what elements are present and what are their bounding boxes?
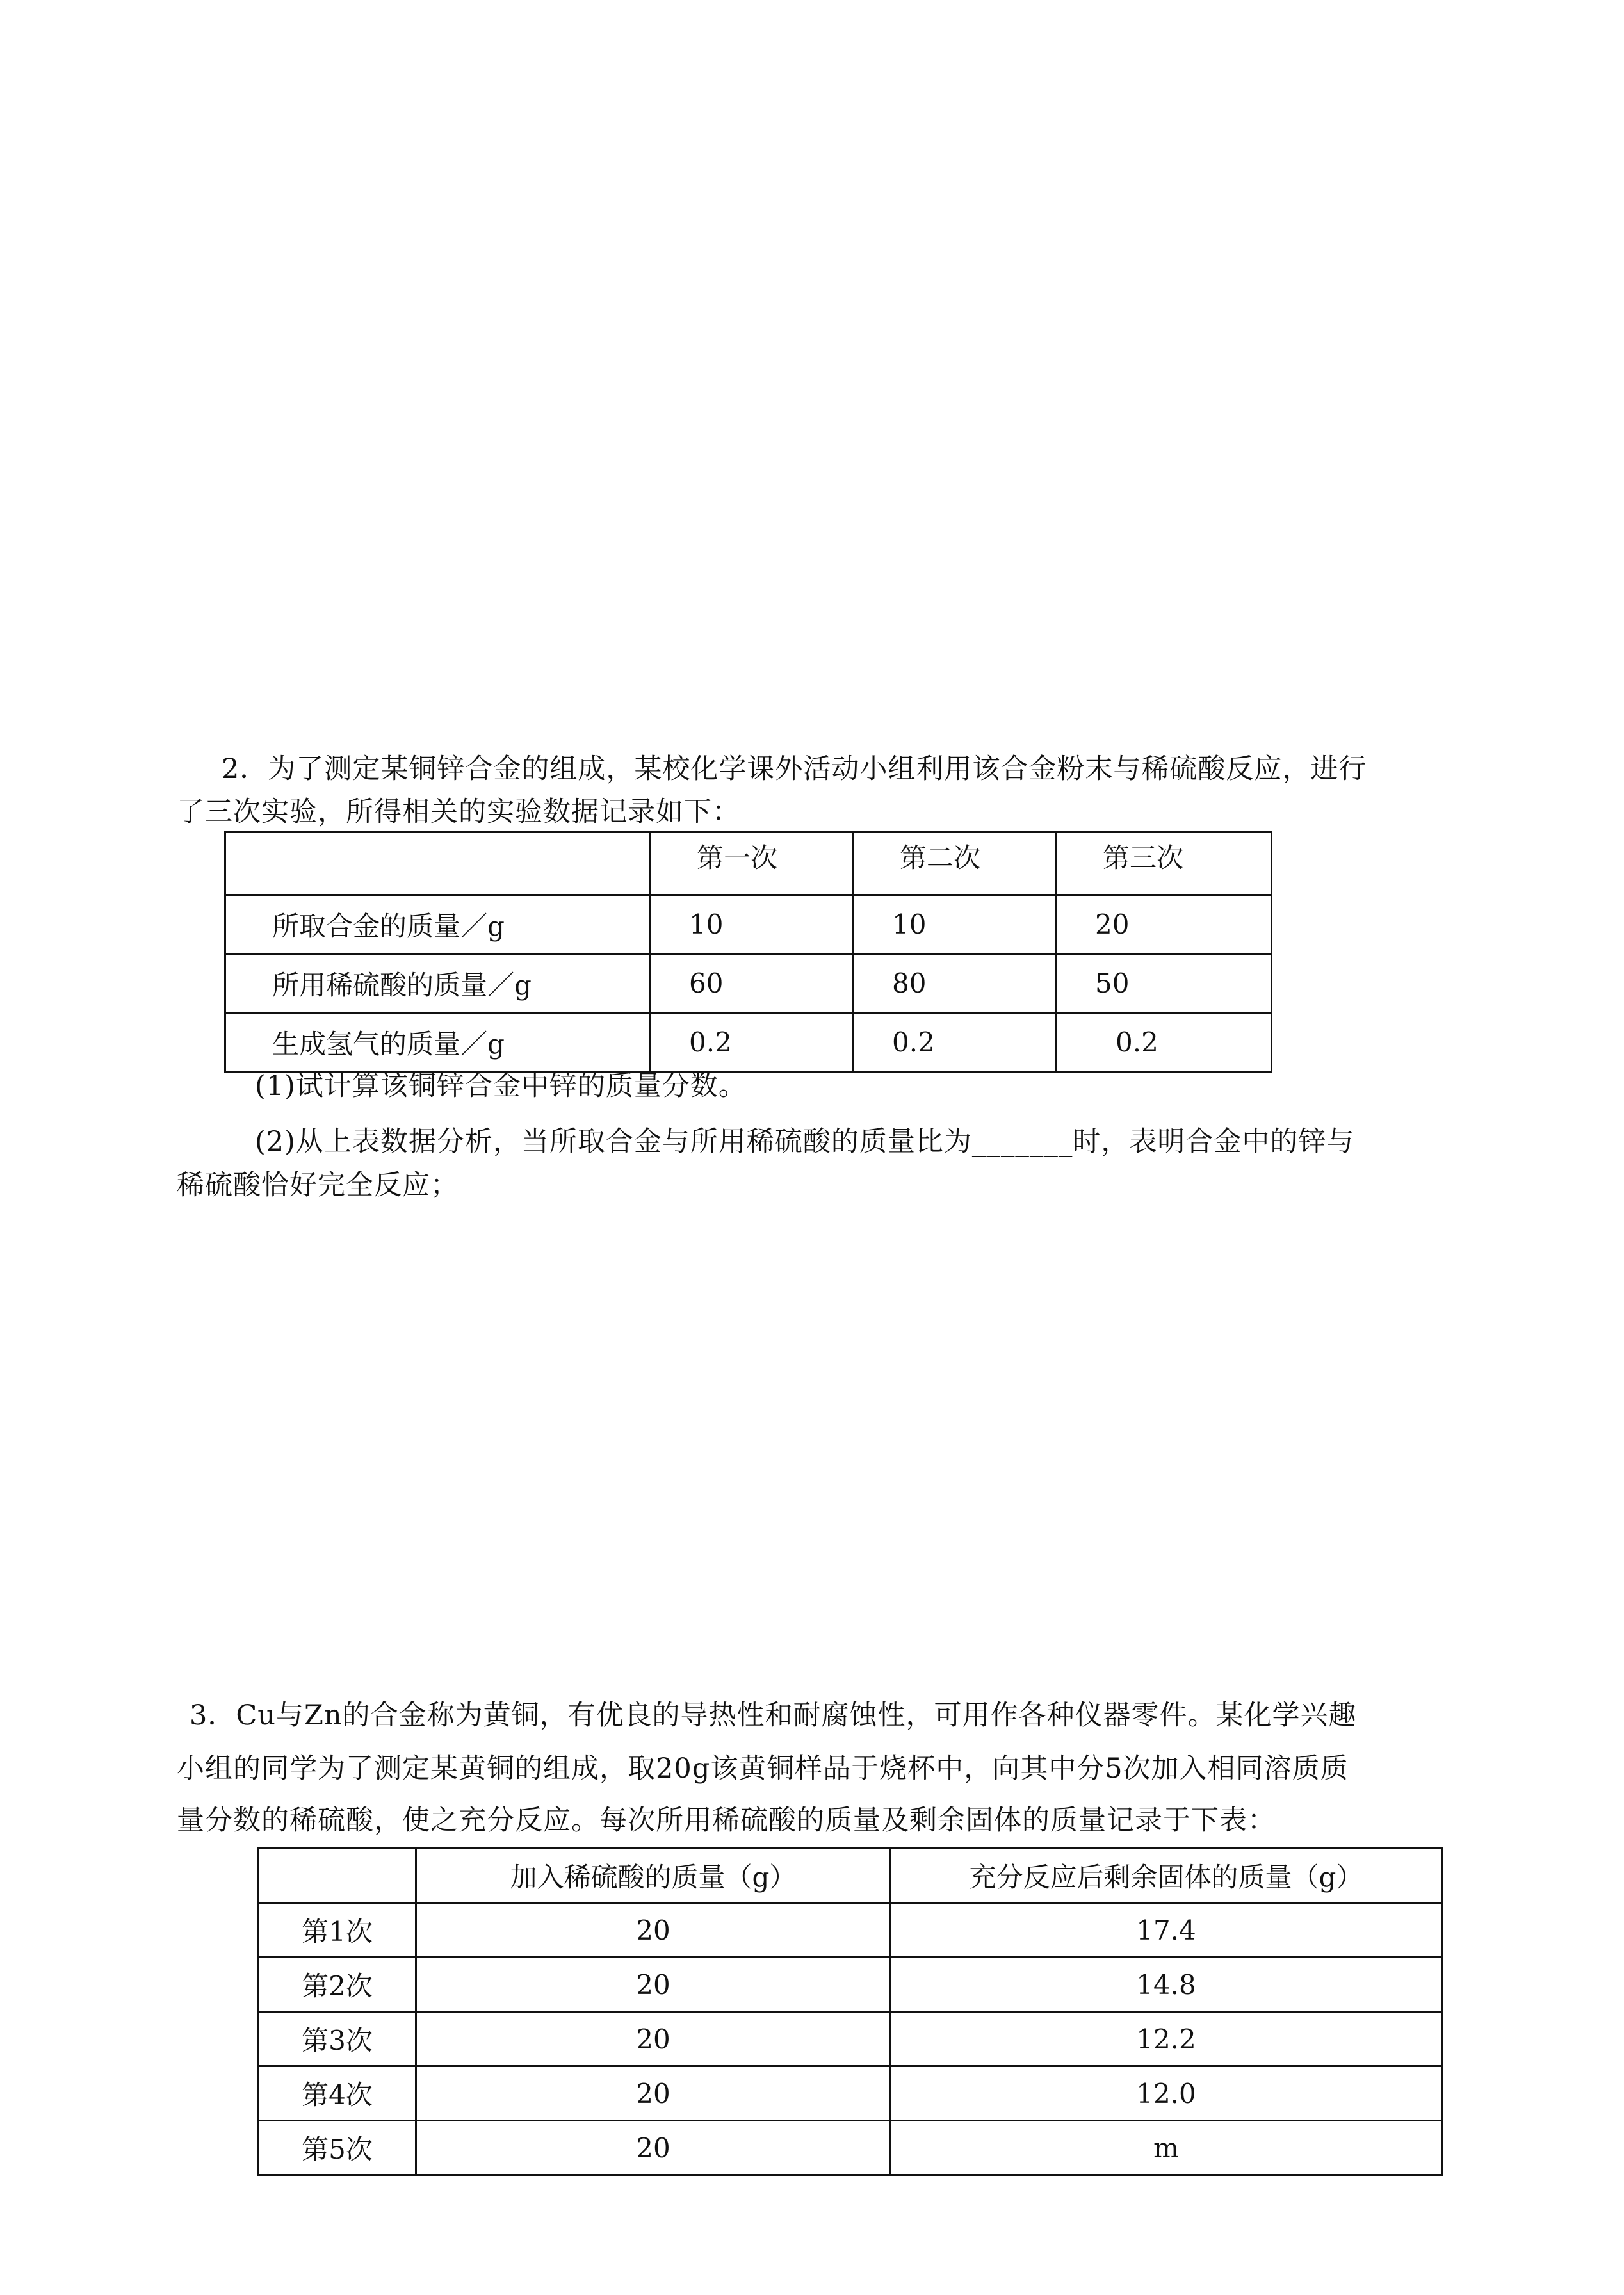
table-cell: m <box>891 2121 1442 2175</box>
table-row <box>259 2121 1442 2175</box>
table-header-cell: 充分反应后剩余固体的质量（g） <box>891 1849 1442 1903</box>
table-cell: 10 <box>650 895 853 954</box>
q2-subquestion-1: (1)试计算该铜锌合金中锌的质量分数。 <box>255 1070 747 1102</box>
table-row <box>259 1958 1442 2012</box>
table-cell: 20 <box>416 2121 891 2175</box>
table-cell: 20 <box>416 1958 891 2012</box>
table-cell: 20 <box>1056 895 1272 954</box>
table-cell: 所用稀硫酸的质量／g <box>225 954 650 1013</box>
table-header-cell: 加入稀硫酸的质量（g） <box>416 1849 891 1903</box>
table-header-cell <box>259 1849 416 1903</box>
table-header-cell: 第三次 <box>1056 832 1272 895</box>
table-row <box>225 954 1272 1013</box>
table-row <box>259 2012 1442 2066</box>
table-cell: 0.2 <box>650 1013 853 1072</box>
table-header-row <box>225 832 1272 895</box>
table-row <box>259 1903 1442 1958</box>
table-cell: 20 <box>416 1903 891 1958</box>
table-cell: 17.4 <box>891 1903 1442 1958</box>
q3-line3: 量分数的稀硫酸，使之充分反应。每次所用稀硫酸的质量及剩余固体的质量记录于下表： <box>177 1804 1276 1837</box>
table-cell: 12.0 <box>891 2066 1442 2121</box>
q2-intro-line1: 2．为了测定某铜锌合金的组成，某校化学课外活动小组利用该合金粉末与稀硫酸反应，进行 <box>222 753 1367 785</box>
table-cell: 10 <box>853 895 1056 954</box>
q2-subquestion-2-line1: (2)从上表数据分析，当所取合金与所用稀硫酸的质量比为_______时，表明合金中的锌与 <box>255 1126 1355 1158</box>
table-cell: 0.2 <box>853 1013 1056 1072</box>
table-header-cell: 第一次 <box>650 832 853 895</box>
table-header-cell <box>225 832 650 895</box>
q3-line1: 3．Cu与Zn的合金称为黄铜，有优良的导热性和耐腐蚀性，可用作各种仪器零件。某化学兴趣 <box>190 1699 1357 1731</box>
table-header-row <box>259 1849 1442 1903</box>
table-cell: 20 <box>416 2012 891 2066</box>
table-cell: 第1次 <box>259 1903 416 1958</box>
table-cell: 第4次 <box>259 2066 416 2121</box>
table-cell: 14.8 <box>891 1958 1442 2012</box>
q3-data-table <box>257 1847 1443 2176</box>
table-cell: 生成氢气的质量／g <box>225 1013 650 1072</box>
table-row <box>259 2066 1442 2121</box>
table-cell: 50 <box>1056 954 1272 1013</box>
table-cell: 所取合金的质量／g <box>225 895 650 954</box>
table-cell: 0.2 <box>1056 1013 1272 1072</box>
table-header-cell: 第二次 <box>853 832 1056 895</box>
table-cell: 12.2 <box>891 2012 1442 2066</box>
q2-subquestion-2-line2: 稀硫酸恰好完全反应； <box>177 1169 459 1201</box>
q3-line2: 小组的同学为了测定某黄铜的组成，取20g该黄铜样品于烧杯中，向其中分5次加入相同溶质质 <box>177 1753 1349 1785</box>
table-cell: 第2次 <box>259 1958 416 2012</box>
table-cell: 20 <box>416 2066 891 2121</box>
table-cell: 第3次 <box>259 2012 416 2066</box>
table-row <box>225 895 1272 954</box>
table-cell: 第5次 <box>259 2121 416 2175</box>
table-cell: 60 <box>650 954 853 1013</box>
q2-intro-line2: 了三次实验，所得相关的实验数据记录如下： <box>177 796 740 828</box>
table-cell: 80 <box>853 954 1056 1013</box>
q2-data-table <box>224 831 1272 1073</box>
